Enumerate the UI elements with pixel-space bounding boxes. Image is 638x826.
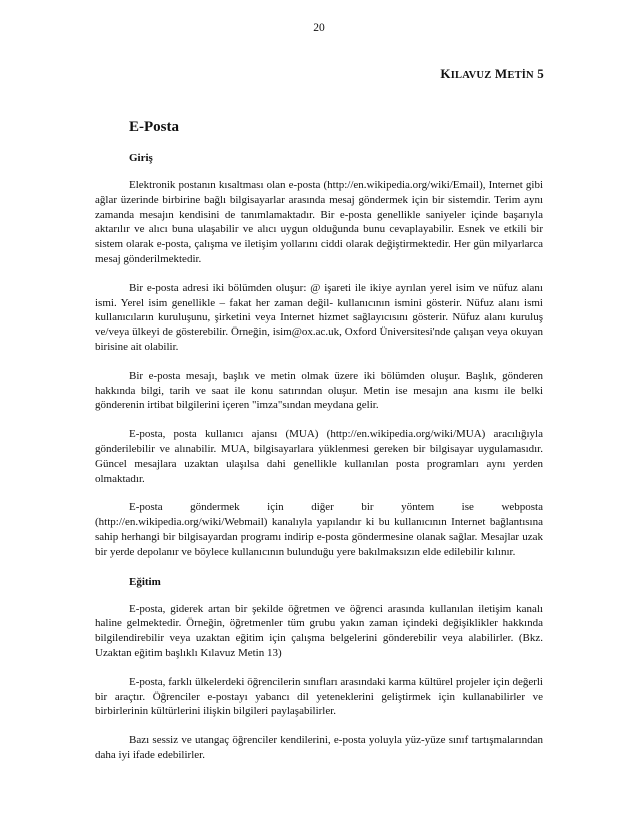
- page-number: 20: [313, 22, 325, 34]
- section-label-rest-2: ETİN: [507, 70, 534, 81]
- paragraph: E-posta, farklı ülkelerdeki öğrencilerin sınıfları arasındaki karma kültürel projeler için değerli bir araçtır. Öğrenciler e-postayı yabancı dil yeteneklerini geliştirmek için kullanabilirler ve birbirlerinin kültürlerini ilişkin bilgileri paylaşabilirler.: [95, 675, 543, 718]
- paragraph: Bir e-posta mesajı, başlık ve metin olmak üzere iki bölümden oluşur. Başlık, gönderen hakkında bilgi, tarih ve saat ile konu satırından oluşur. Metin ise mesajın ana kısmı ile belki gönderenin irtibat bilgilerini içeren "imza"sından meydana gelir.: [95, 369, 543, 412]
- section-egitim: [95, 575, 543, 763]
- section-label-rest-1: ILAVUZ: [450, 70, 492, 81]
- document-title: E-Posta: [129, 119, 179, 135]
- paragraph: Elektronik postanın kısaltması olan e-posta (http://en.wikipedia.org/wiki/Email), Internet gibi ağlar üzerinde birbirine bağlı bilgisayarlar arasında mesaj göndermek için bir sistemdir. Terim aynı zamanda mesajın kendisini de tanımlamaktadır. Bir e-posta genellikle saniyeler içinde başarıyla aktarılır ve alıcı buna ulaşabilir ve alıcı uygun olduğunda bunu cevaplayabilir. Esnek ve etkili bir sistem olarak e-posta, çalışma ve iletişim yollarını ciddi olarak değiştirmektedir. Her gün milyarlarca mesaj gönderilmektedir.: [95, 179, 543, 265]
- section-heading: Eğitim: [129, 575, 161, 588]
- section-label: [440, 66, 544, 82]
- section-label-number: 5: [537, 66, 544, 81]
- paragraph: E-posta, giderek artan bir şekilde öğretmen ve öğrenci arasında kullanılan iletişim kanalı haline gelmektedir. Örneğin, öğretmenler tüm grubu yakın zaman içindeki değişiklikler hakkında bilgilendirebilir veya uzaktan eğitim için çalışma belgelerini gönderebilir veya alabilirler. (Bkz. Uzaktan eğitim başlıklı Kılavuz Metin 13): [95, 602, 543, 659]
- paragraph: E-posta, posta kullanıcı ajansı (MUA) (http://en.wikipedia.org/wiki/MUA) aracılığıyla gönderilebilir ve alınabilir. MUA, bilgisayarlara yüklenmesi gereken bir bilgisayar uygulamasıdır. Güncel mesajlara uzaktan ulaşılsa dahi genellikle kullanılan posta programları aynı yerden olmaktadır.: [95, 428, 543, 485]
- section-label-initial-2: M: [494, 66, 508, 81]
- section-label-initial-1: K: [440, 66, 451, 81]
- section-giris: [95, 151, 543, 560]
- paragraph: Bir e-posta adresi iki bölümden oluşur: @ işareti ile ikiye ayrılan yerel isim ve nüfuz alanı ismi. Yerel isim genellikle – fakat her zaman değil- kullanıcının ismini gösterir. Nüfuz alanı ismi kullanıcıların kuruluşunu, şirketini veya Internet hizmet sağlayıcısını gösterir. Nüfuz alanı kuruluş ve/veya ülkeyi de gösterebilir. Örneğin, isim@ox.ac.uk, Oxford Üniversitesi'nde çalışan veya okuyan birisine ait olabilir.: [95, 281, 543, 353]
- paragraph: Bazı sessiz ve utangaç öğrenciler kendilerini, e-posta yoluyla yüz-yüze sınıf tartışmalarından daha iyi ifade edebilirler.: [95, 734, 543, 761]
- document-body: [95, 118, 543, 763]
- paragraph: E-posta göndermek için diğer bir yöntem ise webposta (http://en.wikipedia.org/wiki/Webmail) kanalıyla yapılandır ki bu kullanıcının Internet bağlantısına sahip herhangi bir bilgisayardan programı indirip e-posta göndermesine olanak sağlar. Mesajlar uzak bir yerde depolanır ve böylece kullanıcının bulunduğu yere bakılmaksızın elde edilebilir kılınır.: [95, 501, 543, 558]
- section-heading: Giriş: [129, 152, 153, 164]
